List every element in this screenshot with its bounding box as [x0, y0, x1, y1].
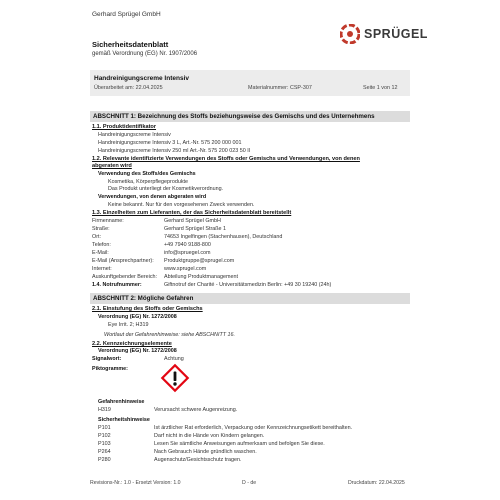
footer-language: D - de [242, 480, 257, 486]
subsection-1-2: 1.2. Relevante identifizierte Verwendungen des Stoffs oder Gemischs und Verwendungen, von denen [92, 156, 360, 162]
supplier-value: +49 7940 9188-800 [164, 242, 211, 248]
supplier-value: Gerhard Sprügel Straße 1 [164, 226, 227, 232]
p-text: Lesen Sie sämtliche Anweisungen aufmerksam und befolgen Sie diese. [154, 441, 325, 447]
advised-against-line: Keine bekannt. Nur für den vorgesehenen Zweck verwenden. [108, 202, 255, 208]
material-number: Materialnummer: CSP-307 [248, 85, 312, 91]
p-code: P264 [98, 449, 111, 455]
supplier-value: Gerhard Sprügel GmbH [164, 218, 221, 224]
supplier-key: Firmenname: [92, 218, 124, 224]
supplier-value: Produktgruppe@sprugel.com [164, 258, 235, 264]
labelling-regulation: Verordnung (EG) Nr. 1272/2008 [98, 348, 177, 354]
supplier-key: Straße: [92, 226, 110, 232]
supplier-key: E-Mail: [92, 250, 109, 256]
article-number-2: Handreinigungscreme Intensiv 250 ml Art.-Nr. 575 200 023 50 II [98, 148, 251, 154]
supplier-key: Telefon: [92, 242, 111, 248]
supplier-key: Internet: [92, 266, 112, 272]
advised-against-heading: Verwendungen, von denen abgeraten wird [98, 194, 207, 200]
article-number-1: Handreinigungscreme Intensiv 3 L, Art.-Nr. 575 200 000 001 [98, 140, 242, 146]
emergency-value: Giftnotruf der Charité - Universitätsmedizin Berlin: +49 30 19240 (24h) [164, 282, 332, 288]
supplier-value: info@spruegel.com [164, 250, 211, 256]
classification-regulation: Verordnung (EG) Nr. 1272/2008 [98, 314, 177, 320]
p-code: P103 [98, 441, 111, 447]
use-line-2: Das Produkt unterliegt der Kosmetikverordnung. [108, 186, 224, 192]
document-regulation: gemäß Verordnung (EG) Nr. 1907/2006 [92, 51, 198, 57]
subsection-1-2-cont: abgeraten wird [92, 163, 132, 169]
h-text: Verursacht schwere Augenreizung. [154, 407, 238, 413]
product-header-box [90, 70, 410, 96]
company-logo [340, 24, 428, 44]
p-text: Nach Gebrauch Hände gründlich waschen. [154, 449, 257, 455]
subsection-1-1: 1.1. Produktidentifikator [92, 124, 157, 130]
subsection-2-1: 2.1. Einstufung des Stoffs oder Gemischs [92, 306, 203, 312]
h-code: H319 [98, 407, 111, 413]
supplier-key: E-Mail (Ansprechpartner): [92, 258, 154, 264]
footer-print-date: Druckdatum: 22.04.2025 [348, 480, 405, 486]
document-title: Sicherheitsdatenblatt [92, 40, 169, 49]
p-text: Augenschutz/Gesichtsschutz tragen. [154, 457, 242, 463]
p-code: P101 [98, 425, 111, 431]
company-name: Gerhard Sprügel GmbH [92, 11, 161, 18]
logo-text: SPRÜGEL [364, 27, 428, 41]
supplier-key: Ort: [92, 234, 101, 240]
use-line-1: Kosmetika, Körperpflegeprodukte [108, 179, 189, 185]
hazard-wording-note: Wortlaut der Gefahrenhinweise: siehe ABSCHNITT 16. [104, 332, 236, 338]
page-number: Seite 1 von 12 [363, 85, 398, 91]
p-text: Ist ärztlicher Rat erforderlich, Verpackung oder Kennzeichnungsetikett bereithalten. [154, 425, 353, 431]
p-code: P102 [98, 433, 111, 439]
supplier-value: Abteilung Produktmanagement [164, 274, 239, 280]
precautionary-statements-heading: Sicherheitshinweise [98, 417, 150, 423]
emergency-key: 1.4. Notrufnummer: [92, 282, 142, 288]
pictograms-label: Piktogramme: [92, 366, 128, 372]
subsection-1-3: 1.3. Einzelheiten zum Lieferanten, der das Sicherheitsdatenblatt bereitstellt [92, 210, 292, 216]
supplier-key: Auskunftgebender Bereich: [92, 274, 158, 280]
use-heading: Verwendung des Stoffs/des Gemischs [98, 171, 196, 177]
product-name: Handreinigungscreme Intensiv [94, 75, 189, 82]
p-code: P280 [98, 457, 111, 463]
ghs07-exclamation-icon [160, 363, 190, 393]
subsection-2-2: 2.2. Kennzeichnungselemente [92, 341, 172, 347]
product-identifier: Handreinigungscreme Intensiv [98, 132, 171, 138]
hazard-statements-heading: Gefahrenhinweise [98, 399, 145, 405]
signal-word-value: Achtung [164, 356, 184, 362]
section-2-heading: ABSCHNITT 2: Mögliche Gefahren [90, 293, 410, 304]
revision-date: Überarbeitet am: 22.04.2025 [94, 85, 163, 91]
section-1-heading: ABSCHNITT 1: Bezeichnung des Stoffs beziehungsweise des Gemischs und des Unternehmens [90, 111, 410, 122]
sprugel-logo-icon [340, 24, 360, 44]
signal-word-key: Signalwort: [92, 356, 122, 362]
p-text: Darf nicht in die Hände von Kindern gelangen. [154, 433, 265, 439]
footer-revision: Revisions-Nr.: 1.0 - Ersetzt Version: 1.0 [90, 480, 181, 486]
supplier-value: www.sprugel.com [164, 266, 207, 272]
classification-value: Eye Irrit. 2; H319 [108, 322, 149, 328]
supplier-value: 74653 Ingelfingen (Stachenhausen), Deutschland [164, 234, 283, 240]
